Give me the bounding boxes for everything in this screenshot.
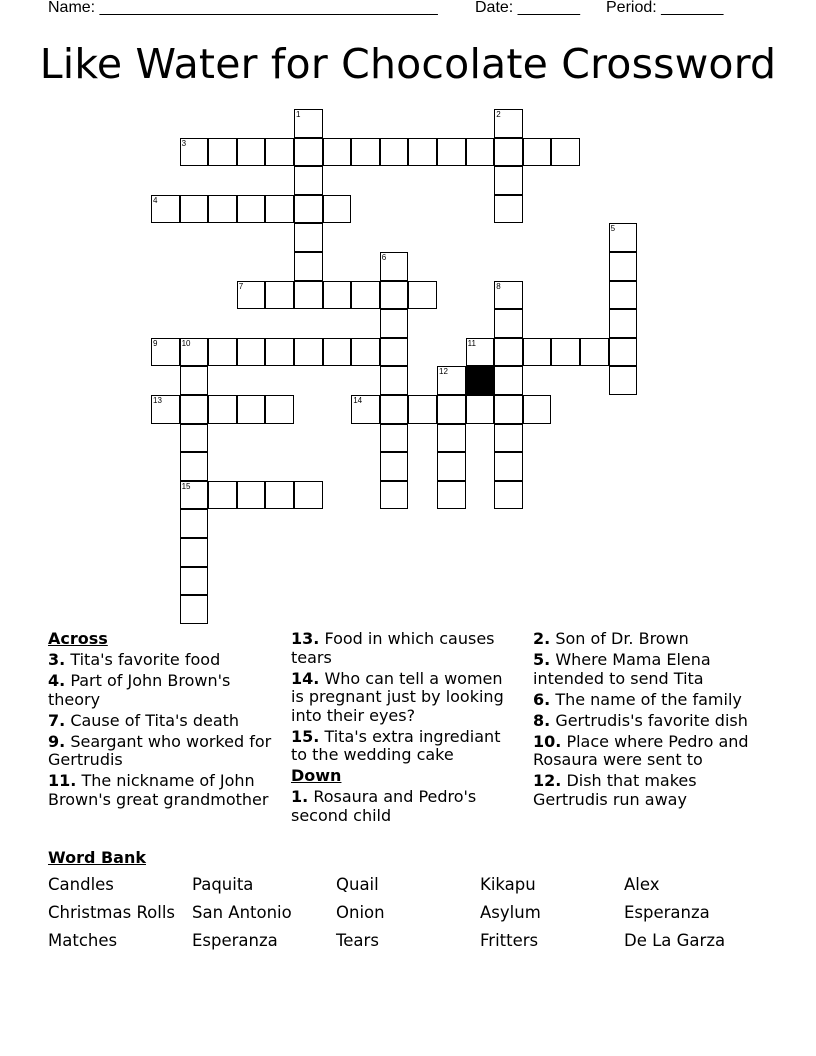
grid-cell[interactable] xyxy=(494,452,523,481)
grid-cell[interactable] xyxy=(294,338,323,367)
grid-cell[interactable] xyxy=(208,395,237,424)
grid-cell[interactable] xyxy=(609,366,638,395)
clues-column-2 xyxy=(291,630,516,828)
grid-cell[interactable] xyxy=(494,281,523,310)
grid-cell[interactable] xyxy=(380,424,409,453)
clue-text: Gertrudis's favorite dish xyxy=(555,710,748,730)
across-heading: Across xyxy=(48,629,108,648)
grid-cell[interactable] xyxy=(180,195,209,224)
clue-number: 12. xyxy=(533,771,562,790)
clue-number: 15. xyxy=(291,726,320,746)
grid-cell[interactable] xyxy=(265,395,294,424)
grid-cell[interactable] xyxy=(437,481,466,510)
clue-across-14 xyxy=(291,670,516,726)
grid-cell[interactable] xyxy=(265,481,294,510)
grid-cell[interactable] xyxy=(494,309,523,338)
clue-number-label: 3 xyxy=(181,138,187,148)
grid-cell[interactable] xyxy=(551,138,580,167)
clue-across-15 xyxy=(291,728,516,765)
word-bank-item: Matches xyxy=(48,931,118,950)
clue-number-label: 7 xyxy=(238,281,244,291)
clue-text: Son of Dr. Brown xyxy=(555,629,689,648)
grid-cell[interactable] xyxy=(494,138,523,167)
clue-number-label: 8 xyxy=(496,281,501,291)
word-bank-item: Quail xyxy=(336,875,379,894)
word-bank-item: Fritters xyxy=(480,931,539,950)
grid-cell[interactable] xyxy=(408,138,437,167)
grid-cell[interactable] xyxy=(380,309,409,338)
grid-cell[interactable] xyxy=(265,281,294,310)
grid-cell[interactable] xyxy=(380,138,409,167)
grid-cell[interactable] xyxy=(494,424,523,453)
grid-cell[interactable] xyxy=(294,481,323,510)
clue-number: 2. xyxy=(533,629,551,648)
word-bank-item: Tears xyxy=(336,931,379,950)
clue-down-8 xyxy=(533,712,763,731)
clue-text: Tita's extra ingrediant to the wedding cake xyxy=(291,726,501,764)
clue-text: Rosaura and Pedro's second child xyxy=(291,787,477,825)
grid-cell[interactable] xyxy=(180,481,209,510)
word-bank-item: Onion xyxy=(336,903,385,922)
grid-cell[interactable] xyxy=(180,538,209,567)
grid-cell[interactable] xyxy=(380,481,409,510)
clue-number: 3. xyxy=(48,650,66,669)
clue-number-label: 13 xyxy=(153,396,162,405)
grid-cell[interactable] xyxy=(408,281,437,310)
grid-cell[interactable] xyxy=(523,395,552,424)
word-bank-item: Asylum xyxy=(480,903,541,922)
grid-cell[interactable] xyxy=(323,281,352,310)
grid-cell[interactable] xyxy=(494,109,523,138)
clue-text: The name of the family xyxy=(555,689,742,709)
clue-text: Cause of Tita's death xyxy=(70,710,240,730)
grid-cell[interactable] xyxy=(380,395,409,424)
grid-cell[interactable] xyxy=(437,452,466,481)
grid-cell[interactable] xyxy=(294,195,323,224)
grid-cell[interactable] xyxy=(180,595,209,624)
word-bank-item: Esperanza xyxy=(624,903,710,922)
clue-across-4 xyxy=(48,672,276,709)
grid-cell[interactable] xyxy=(494,395,523,424)
grid-cell[interactable] xyxy=(180,138,209,167)
grid-cell[interactable] xyxy=(208,138,237,167)
grid-cell[interactable] xyxy=(323,138,352,167)
grid-cell[interactable] xyxy=(265,195,294,224)
clue-number-label: 9 xyxy=(153,338,158,348)
clue-down-1 xyxy=(291,788,516,825)
grid-cell[interactable] xyxy=(180,338,209,367)
clue-across-7 xyxy=(48,712,276,731)
grid-cell[interactable] xyxy=(351,281,380,310)
grid-cell[interactable] xyxy=(437,424,466,453)
grid-cell[interactable] xyxy=(523,338,552,367)
grid-cell[interactable] xyxy=(494,166,523,195)
clue-down-6 xyxy=(533,691,763,710)
clue-across-3 xyxy=(48,651,276,670)
grid-cell[interactable] xyxy=(580,338,609,367)
page-title: Like Water for Chocolate Crossword xyxy=(39,40,777,88)
grid-cell[interactable] xyxy=(265,338,294,367)
grid-cell[interactable] xyxy=(551,338,580,367)
grid-cell[interactable] xyxy=(151,195,180,224)
grid-cell[interactable] xyxy=(294,166,323,195)
clue-text: Tita's favorite food xyxy=(70,650,221,669)
grid-cell[interactable] xyxy=(180,366,209,395)
grid-cell[interactable] xyxy=(609,309,638,338)
name-field-label: Name: ______________________________________ xyxy=(48,0,438,16)
clue-down-12 xyxy=(533,772,763,809)
clue-number-label: 1 xyxy=(296,110,301,119)
grid-cell[interactable] xyxy=(380,366,409,395)
grid-cell[interactable] xyxy=(265,138,294,167)
word-bank-item: Paquita xyxy=(192,875,254,894)
clue-number: 5. xyxy=(533,650,551,669)
word-bank-item: Alex xyxy=(624,875,660,894)
clue-across-11 xyxy=(48,772,276,809)
clue-text: Where Mama Elena intended to send Tita xyxy=(533,650,711,688)
clues-column-3 xyxy=(533,630,763,812)
clue-number: 8. xyxy=(533,710,551,730)
grid-cell[interactable] xyxy=(466,338,495,367)
grid-cell[interactable] xyxy=(380,452,409,481)
clue-text: Who can tell a women is pregnant just by looking into their eyes? xyxy=(291,668,504,725)
clue-down-2 xyxy=(533,630,763,649)
word-bank-item: Christmas Rolls xyxy=(48,903,176,922)
clue-text: Dish that makes Gertrudis run away xyxy=(533,771,697,809)
period-field-label: Period: _______ xyxy=(606,0,724,16)
grid-cell[interactable] xyxy=(380,252,409,281)
grid-cell[interactable] xyxy=(351,138,380,167)
grid-cell[interactable] xyxy=(351,395,380,424)
grid-cell[interactable] xyxy=(208,195,237,224)
grid-cell[interactable] xyxy=(437,138,466,167)
clue-number-label: 2 xyxy=(496,110,501,119)
grid-cell[interactable] xyxy=(323,338,352,367)
grid-cell[interactable] xyxy=(494,338,523,367)
grid-cell[interactable] xyxy=(609,223,638,252)
grid-cell[interactable] xyxy=(180,567,209,596)
grid-cell[interactable] xyxy=(466,138,495,167)
date-field-label: Date: _______ xyxy=(475,0,580,16)
clue-number: 14. xyxy=(291,668,320,688)
clue-number-label: 10 xyxy=(181,338,191,348)
grid-cell[interactable] xyxy=(380,338,409,367)
clue-text: Food in which causes tears xyxy=(291,629,495,667)
clue-number: 11. xyxy=(48,771,77,790)
grid-cell[interactable] xyxy=(380,281,409,310)
word-bank-item: San Antonio xyxy=(192,903,292,922)
clue-number: 9. xyxy=(48,731,66,751)
grid-cell[interactable] xyxy=(237,195,266,224)
grid-cell[interactable] xyxy=(437,366,466,395)
grid-cell[interactable] xyxy=(609,252,638,281)
clue-text: The nickname of John Brown's great grandmother xyxy=(48,771,269,809)
clue-number-label: 14 xyxy=(353,396,363,405)
grid-cell[interactable] xyxy=(494,195,523,224)
grid-cell[interactable] xyxy=(294,138,323,167)
black-cell xyxy=(466,366,495,395)
word-bank-item: De La Garza xyxy=(624,931,726,950)
grid-cell[interactable] xyxy=(351,338,380,367)
grid-cell[interactable] xyxy=(523,138,552,167)
clue-text: Part of John Brown's theory xyxy=(48,671,231,709)
grid-cell[interactable] xyxy=(237,281,266,310)
clue-across-13 xyxy=(291,630,516,667)
clue-number-label: 5 xyxy=(610,224,616,234)
clue-number: 7. xyxy=(48,710,66,730)
word-bank-heading: Word Bank xyxy=(48,848,147,867)
clue-text: Seargant who worked for Gertrudis xyxy=(48,731,272,769)
grid-cell[interactable] xyxy=(151,338,180,367)
grid-cell[interactable] xyxy=(180,424,209,453)
clue-number: 1. xyxy=(291,787,309,806)
grid-cell[interactable] xyxy=(408,395,437,424)
down-heading: Down xyxy=(291,766,342,785)
grid-cell[interactable] xyxy=(208,338,237,367)
clue-text: Place where Pedro and Rosaura were sent to xyxy=(533,731,749,769)
grid-cell[interactable] xyxy=(437,395,466,424)
grid-cell[interactable] xyxy=(180,452,209,481)
grid-cell[interactable] xyxy=(609,338,638,367)
grid-cell[interactable] xyxy=(494,366,523,395)
clues-column-1 xyxy=(48,630,276,812)
grid-cell[interactable] xyxy=(323,195,352,224)
clue-across-9 xyxy=(48,733,276,770)
grid-cell[interactable] xyxy=(294,281,323,310)
clue-number-label: 11 xyxy=(467,338,476,348)
grid-cell[interactable] xyxy=(294,252,323,281)
grid-cell[interactable] xyxy=(237,138,266,167)
clue-down-10 xyxy=(533,733,763,770)
grid-cell[interactable] xyxy=(208,481,237,510)
word-bank-item: Esperanza xyxy=(192,931,278,950)
grid-cell[interactable] xyxy=(180,395,209,424)
grid-cell[interactable] xyxy=(237,481,266,510)
clue-number-label: 15 xyxy=(181,481,191,491)
grid-cell[interactable] xyxy=(151,395,180,424)
clue-number-label: 6 xyxy=(381,253,387,262)
grid-cell[interactable] xyxy=(609,281,638,310)
clue-number: 13. xyxy=(291,629,320,648)
clue-number: 6. xyxy=(533,689,551,709)
grid-cell[interactable] xyxy=(466,395,495,424)
grid-cell[interactable] xyxy=(494,481,523,510)
clue-number: 10. xyxy=(533,731,562,751)
clue-down-5 xyxy=(533,651,763,688)
grid-cell[interactable] xyxy=(237,395,266,424)
grid-cell[interactable] xyxy=(180,509,209,538)
word-bank-item: Kikapu xyxy=(480,875,536,894)
grid-cell[interactable] xyxy=(237,338,266,367)
clue-number-label: 12 xyxy=(439,367,448,377)
grid-cell[interactable] xyxy=(294,223,323,252)
grid-cell[interactable] xyxy=(294,109,323,138)
clue-number-label: 4 xyxy=(153,195,158,205)
clue-number: 4. xyxy=(48,671,66,690)
word-bank-item: Candles xyxy=(48,875,114,894)
